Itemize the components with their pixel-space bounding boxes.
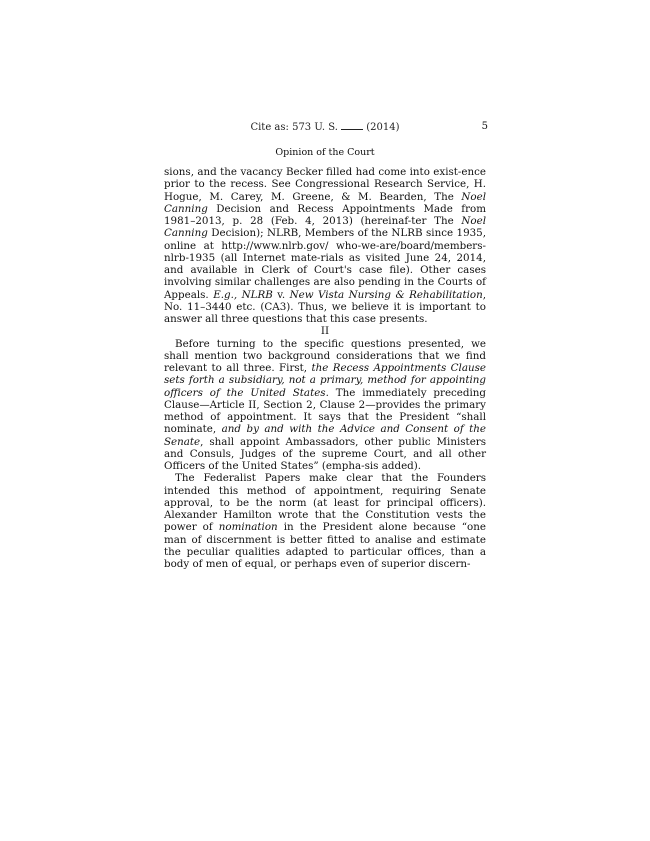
page-number: 5 <box>481 121 488 132</box>
cite-volume: 573 U. S. <box>292 122 338 133</box>
paragraph-2 <box>164 338 486 473</box>
text-run: . The immediately preceding Clause—Article II, Section 2, Clause 2—provides the primary method of appointment. It says that the President “shall nominate, <box>164 386 487 436</box>
paragraph-1 <box>164 166 486 325</box>
opinion-body <box>164 166 486 570</box>
text-run: , No. 11–3440 etc. (CA3). Thus, we believe it is important to answer all three questions that this case presents. <box>164 288 486 325</box>
section-heading: II <box>320 325 330 338</box>
italic-citation-signal: E.g., NLRB <box>213 288 273 301</box>
italic-case-name: New Vista Nursing & Rehabilitation <box>289 288 483 301</box>
paragraph-3 <box>164 472 486 570</box>
italic-emphasis: and by and with the Advice and Consent of the Senate <box>164 423 487 448</box>
text-run: v. <box>272 288 290 301</box>
text-run: Decision); NLRB, Members of the NLRB since 1935, online at http://www.nlrb.gov/ who-we-are/board/members-nlrb-1935 (all Internet mate-rials as visited June 24, 2014, and available in Clerk of Court's case file). Other cases involving similar challenges are also pending in the Courts of Appeals. <box>164 227 486 301</box>
italic-emphasis: the Recess Appointments Clause sets forth a subsidiary, not a primary, method for appointing officers of the United States <box>164 362 487 399</box>
text-run: , shall appoint Ambassadors, other public Ministers and Consuls, Judges of the supreme Court, and all other Officers of the United States” (empha-sis added). <box>164 435 486 472</box>
text-run: The Federalist Papers make clear that the Founders intended this method of appointment, requiring Senate approval, to be the norm (at least for principal officers). Alexander Hamilton wrote that the Constitution vests the power of <box>164 472 486 534</box>
cite-page-blank <box>341 121 363 130</box>
citation-header <box>0 121 650 134</box>
running-title: Opinion of the Court <box>275 147 375 158</box>
text-run: Decision and Recess Appointments Made from 1981–2013, p. 28 (Feb. 4, 2013) (hereinaf-ter The <box>164 202 486 227</box>
italic-case-name: Noel Canning <box>164 215 486 240</box>
cite-year: (2014) <box>366 122 400 133</box>
italic-emphasis: nomination <box>218 521 278 534</box>
text-run: sions, and the vacancy Becker filled had come into exist-ence prior to the recess. See Congressional Research Service, H. Hogue, M. Carey, M. Greene, & M. Bearden, The <box>164 166 486 203</box>
cite-prefix: Cite as: <box>250 122 289 133</box>
text-run: Before turning to the specific questions presented, we shall mention two background considerations that we find relevant to all three. First, <box>164 337 486 374</box>
text-run: in the President alone because “one man of discernment is better fitted to analise and estimate the peculiar qualities adapted to particular offices, than a body of men of equal, or perhaps even of superior discern- <box>164 521 486 570</box>
italic-case-name: Noel Canning <box>164 190 486 215</box>
